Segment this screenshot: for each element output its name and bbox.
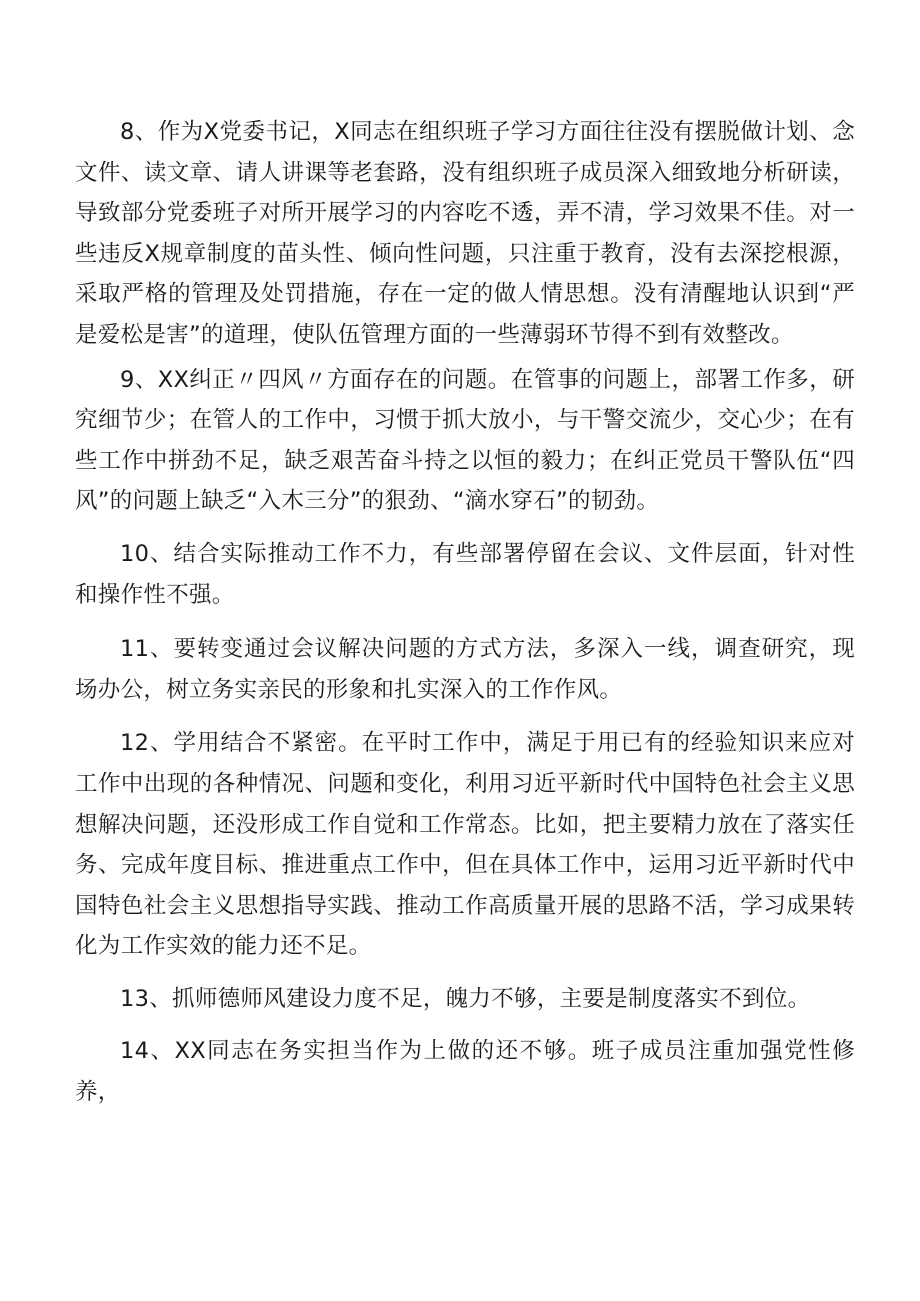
paragraph-12: 12、学用结合不紧密。在平时工作中，满足于用已有的经验知识来应对工作中出现的各种情况、问题和变化，利用习近平新时代中国特色社会主义思想解决问题，还没形成工作自觉和工作常态。比如，把主要精力放在了落实任务、完成年度目标、推进重点工作中，但在具体工作中，运用习近平新时代中国特色社会主义思想指导实践、推动工作高质量开展的思路不活，学习成果转化为工作实效的能力还不足。: [75, 730, 855, 960]
paragraph-9: 9、XX纠正〃四风〃方面存在的问题。在管事的问题上，部署工作多，研究细节少；在管人的工作中，习惯于抓大放小，与干警交流少，交心少；在有些工作中拼劲不足，缺乏艰苦奋斗持之以恒的毅力；在纠正党员干警队伍“四风”的问题上缺乏“入木三分”的狠劲、“滴水穿石”的韧劲。: [75, 366, 855, 515]
document-body: [75, 112, 855, 1113]
paragraph-14: 14、XX同志在务实担当作为上做的还不够。班子成员注重加强党性修养，: [75, 1038, 855, 1106]
paragraph-13: 13、抓师德师风建设力度不足，魄力不够，主要是制度落实不到位。: [120, 985, 811, 1012]
paragraph-8: 8、作为X党委书记，X同志在组织班子学习方面往往没有摆脱做计划、念文件、读文章、请人讲课等老套路，没有组织班子成员深入细致地分析研读，导致部分党委班子对所开展学习的内容吃不透，弄不清，学习效果不佳。对一些违反X规章制度的苗头性、倾向性问题，只注重于教育，没有去深挖根源，采取严格的管理及处罚措施，存在一定的做人情思想。没有清醒地认识到“严是爱松是害”的道理，使队伍管理方面的一些薄弱环节得不到有效整改。: [75, 119, 855, 348]
paragraph-10: 10、结合实际推动工作不力，有些部署停留在会议、文件层面，针对性和操作性不强。: [75, 540, 855, 608]
paragraph-11: 11、要转变通过会议解决问题的方式方法，多深入一线，调查研究，现场办公，树立务实亲民的形象和扎实深入的工作作风。: [75, 636, 855, 703]
